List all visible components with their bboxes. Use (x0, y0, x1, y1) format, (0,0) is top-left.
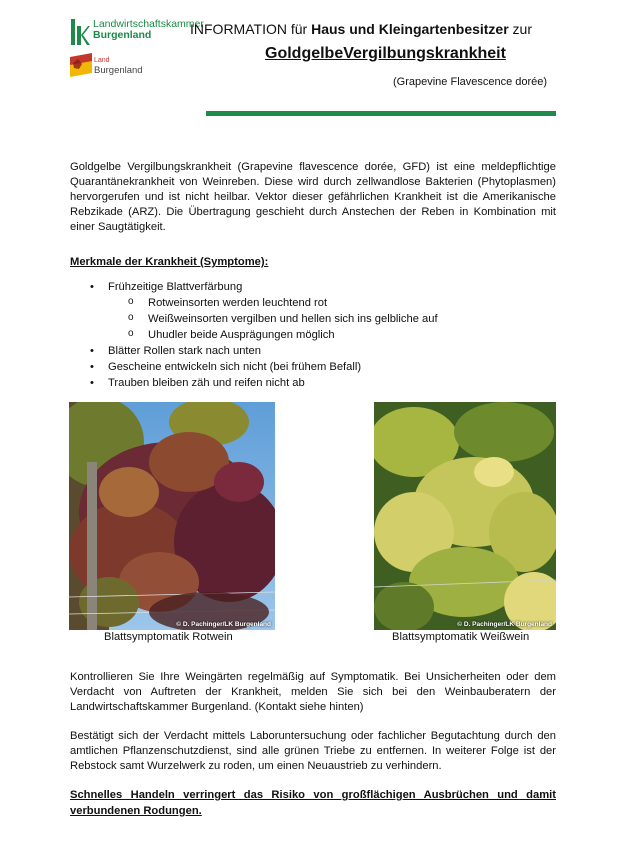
symptom-subitem: o Weißweinsorten vergilben und hellen sich ins gelbliche auf (108, 311, 556, 327)
intro-paragraph: Goldgelbe Vergilbungskrankheit (Grapevine flavescence dorée, GFD) ist eine meldepflichtige Quarantänekrankheit von Weinreben. Diese wird durch zellwandlose Bakterien (Phytoplasmen) hervorgerufen und ist nicht heilbar. Vektor dieser gefährlichen Krankheit ist die Amerikanische Rebzikade (ARZ). Die Übertragung geschieht durch Anstechen der Reben in Kombination mit einer Saugtätigkeit. (70, 161, 556, 233)
symptom-item: • Trauben bleiben zäh und reifen nicht ab (70, 375, 556, 391)
symptom-item: • Gescheine entwickeln sich nicht (bei frühem Befall) (70, 359, 556, 375)
symptoms-heading: Merkmale der Krankheit (Symptome): (70, 256, 269, 268)
symptom-text: Frühzeitige Blattverfärbung (108, 281, 243, 293)
symptom-item: • Blätter Rollen stark nach unten (70, 343, 556, 359)
lk-logo-line2: Burgenland (93, 29, 152, 41)
lk-logo-line1: Landwirtschaftskammer (93, 18, 204, 30)
photo-credit-left: © D. Pachinger/LK Burgenland (176, 621, 271, 628)
confirmation-paragraph: Bestätigt sich der Verdacht mittels Laboruntersuchung oder fachlicher Begutachtung durch den amtlichen Pflanzenschutzdienst, sind alle grünen Triebe zu entfernen. In weiterer Folge ist der Rebstock samt Wurzelwerk zu roden, um einen Neuaustrieb zu verhindern. (70, 730, 556, 772)
symptom-subitem: o Uhudler beide Ausprägungen möglich (108, 327, 556, 343)
red-wine-leaves-image (69, 402, 275, 630)
caption-white-wine: Blattsymptomatik Weißwein (392, 631, 530, 643)
header-bold-part: Haus und Kleingartenbesitzer (311, 21, 509, 37)
final-statement: Schnelles Handeln verringert das Risiko von großflächigen Ausbrüchen und damit verbundenen Rodungen. (70, 789, 556, 817)
page-subtitle: (Grapevine Flavescence dorée) (393, 76, 548, 88)
land-logo-line2: Burgenland (94, 65, 143, 76)
land-logo-line1: Land (94, 57, 110, 64)
symptoms-list (70, 279, 556, 391)
control-paragraph: Kontrollieren Sie Ihre Weingärten regelmäßig auf Symptomatik. Bei Unsicherheiten oder dem Verdacht von Auftreten der Krankheit, melden Sie sich bei den Weinbauberatern der Landwirtschaftskammer Burgenland. (Kontakt siehe hinten) (70, 671, 556, 713)
lk-logo-icon (70, 18, 90, 46)
photo-credit-right: © D. Pachinger/LK Burgenland (457, 621, 552, 628)
symptom-item (70, 279, 556, 343)
photo-red-wine (69, 402, 275, 630)
header-prefix: INFORMATION für (190, 21, 312, 37)
symptom-subitem: o Rotweinsorten werden leuchtend rot (108, 295, 556, 311)
page-title: GoldgelbeVergilbungskrankheit (265, 45, 506, 62)
caption-red-wine: Blattsymptomatik Rotwein (104, 631, 233, 643)
land-burgenland-logo-icon (70, 53, 92, 77)
header-info-line (190, 21, 532, 37)
header-suffix: zur (508, 21, 533, 37)
header-divider (206, 111, 556, 116)
white-wine-leaves-image (374, 402, 556, 630)
land-burgenland-logo-text (94, 56, 143, 76)
lk-logo-text (93, 19, 204, 41)
photo-white-wine (374, 402, 556, 630)
